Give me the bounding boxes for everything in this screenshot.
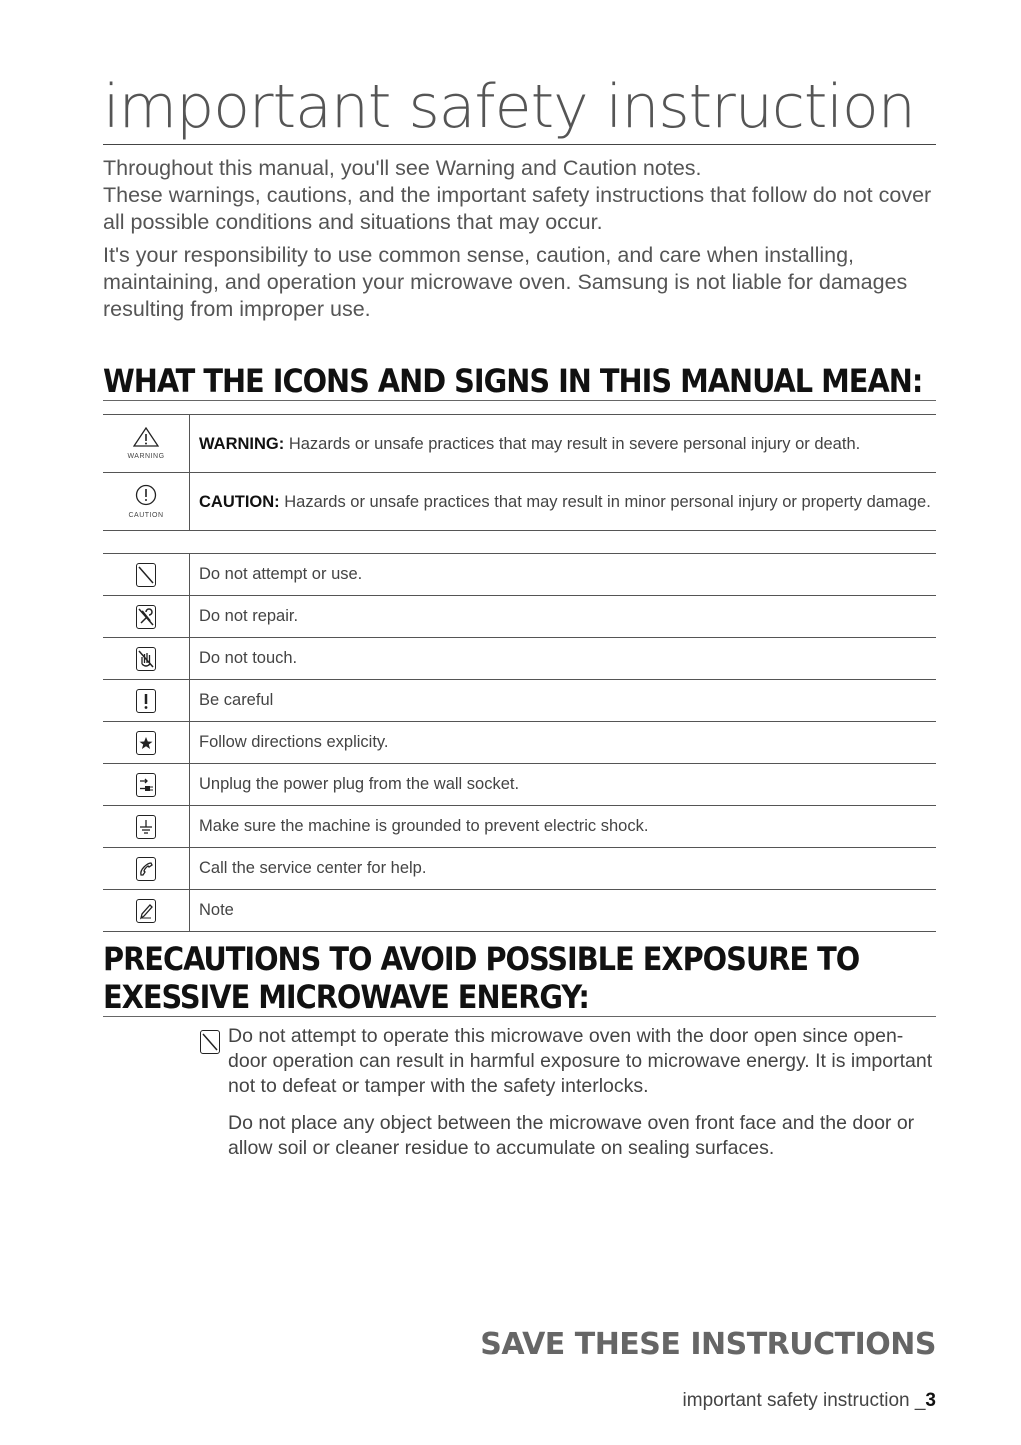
alerts-table — [103, 414, 936, 531]
caution-circle-icon — [135, 484, 157, 506]
sign-text: Do not touch. — [190, 638, 937, 680]
sign-icon-cell — [103, 554, 190, 596]
no-touch-icon — [136, 647, 156, 671]
no-repair-icon — [136, 605, 156, 629]
unplug-icon — [136, 773, 156, 797]
table-row — [103, 764, 936, 806]
intro-text — [103, 155, 936, 329]
sign-icon-cell — [103, 722, 190, 764]
precautions-heading-line-1: PRECAUTIONS TO AVOID POSSIBLE EXPOSURE TO — [103, 940, 860, 978]
sign-icon-cell — [103, 806, 190, 848]
intro-line-1: Throughout this manual, you'll see Warning and Caution notes. — [103, 156, 702, 180]
sign-icon-cell — [103, 596, 190, 638]
table-row — [103, 596, 936, 638]
sign-icon-cell — [103, 890, 190, 932]
warning-text: Hazards or unsafe practices that may result in severe personal injury or death. — [288, 434, 861, 453]
warning-caption: WARNING — [127, 453, 165, 460]
prohibited-icon — [136, 563, 156, 587]
sign-icon-cell — [103, 764, 190, 806]
table-row — [103, 848, 936, 890]
sign-text: Do not repair. — [190, 596, 937, 638]
warning-triangle-icon — [133, 427, 159, 447]
table-row — [103, 554, 936, 596]
precautions-heading-line-2: EXESSIVE MICROWAVE ENERGY: — [103, 978, 589, 1016]
table-row — [103, 638, 936, 680]
caution-icon-cell — [103, 473, 190, 531]
caution-caption: CAUTION — [128, 512, 164, 519]
footer-text: important safety instruction _ — [682, 1390, 926, 1411]
table-row — [103, 473, 936, 531]
table-row — [103, 415, 936, 473]
sign-text: Follow directions explicity. — [190, 722, 937, 764]
table-row — [103, 806, 936, 848]
table-row — [103, 890, 936, 932]
note-icon — [136, 899, 156, 923]
sign-icon-cell — [103, 848, 190, 890]
caution-label: CAUTION: — [199, 492, 280, 511]
precaution-paragraph: Do not attempt to operate this microwave oven with the door open since open-door operation can result in harmful exposure to microwave energy. It is important not to defeat or tamper with the safety interlocks. — [228, 1025, 933, 1097]
intro-paragraph-1 — [103, 155, 936, 236]
precautions-heading — [103, 940, 936, 1017]
sign-text: Unplug the power plug from the wall socket. — [190, 764, 937, 806]
be-careful-icon — [136, 689, 156, 713]
warning-text-cell — [190, 415, 937, 473]
sign-text: Note — [190, 890, 937, 932]
precautions-text — [228, 1024, 938, 1173]
intro-line-2: These warnings, cautions, and the important safety instructions that follow do not cover all possible conditions and situations that may occur. — [103, 183, 932, 234]
warning-icon-cell — [103, 415, 190, 473]
prohibited-icon — [200, 1030, 220, 1054]
sign-icon-cell — [103, 680, 190, 722]
sign-text: Call the service center for help. — [190, 848, 937, 890]
follow-directions-icon — [136, 731, 156, 755]
sign-text: Do not attempt or use. — [190, 554, 937, 596]
precaution-paragraph: Do not place any object between the microwave oven front face and the door or allow soil or cleaner residue to accumulate on sealing surfaces. — [228, 1112, 915, 1159]
caution-text: Hazards or unsafe practices that may result in minor personal injury or property damage. — [284, 492, 931, 511]
signs-table — [103, 553, 936, 932]
sign-icon-cell — [103, 638, 190, 680]
sign-text: Make sure the machine is grounded to prevent electric shock. — [190, 806, 937, 848]
intro-paragraph-2: It's your responsibility to use common sense, caution, and care when installing, maintaining, and operation your microwave oven. Samsung is not liable for damages resulting from improper use. — [103, 243, 908, 321]
save-instructions-banner: SAVE THESE INSTRUCTIONS — [480, 1327, 936, 1362]
caution-text-cell — [190, 473, 937, 531]
page-number: 3 — [925, 1390, 936, 1411]
table-row — [103, 722, 936, 764]
phone-icon — [136, 857, 156, 881]
page-title: important safety instruction — [103, 70, 936, 145]
ground-icon — [136, 815, 156, 839]
sign-text: Be careful — [190, 680, 937, 722]
icons-heading: WHAT THE ICONS AND SIGNS IN THIS MANUAL MEAN: — [103, 362, 936, 401]
warning-label: WARNING: — [199, 434, 285, 453]
table-row — [103, 680, 936, 722]
page-footer — [683, 1390, 936, 1412]
